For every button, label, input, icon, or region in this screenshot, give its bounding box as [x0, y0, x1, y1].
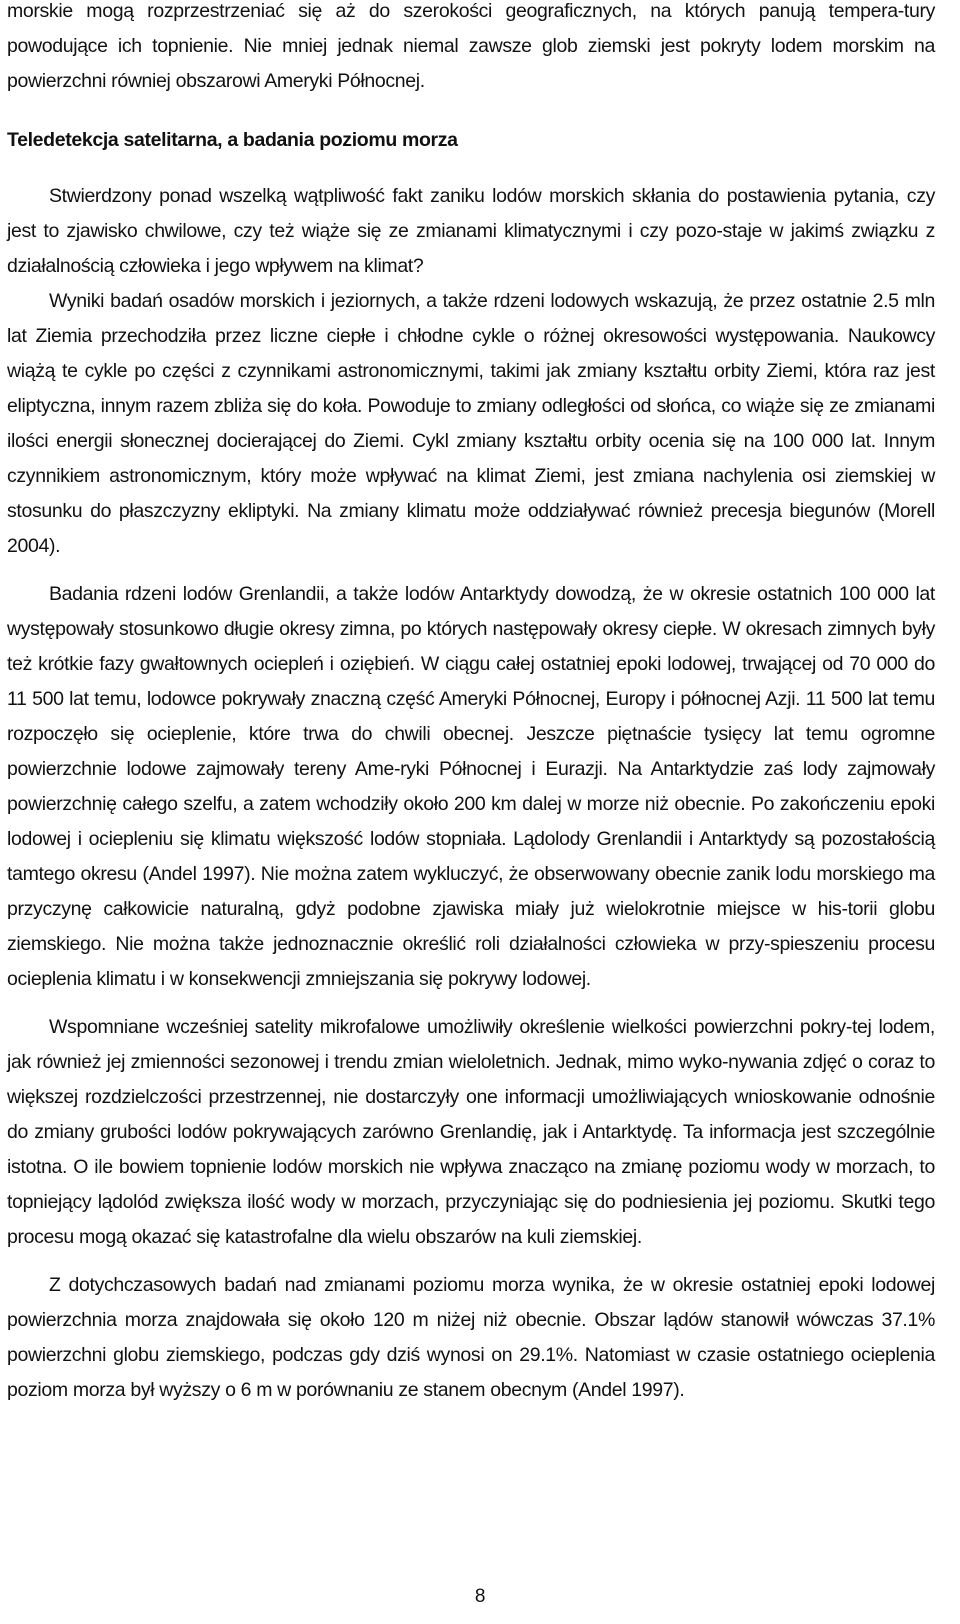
- paragraph-1: Stwierdzony ponad wszelką wątpliwość fakt zaniku lodów morskich skłania do postawienia pytania, czy jest to zjawisko chwilowe, czy też wiąże się ze zmianami klimatycznymi i czy pozo-staje w jakimś związku z działalnością człowieka i jego wpływem na klimat?: [7, 185, 935, 277]
- spacer: [7, 158, 935, 179]
- paragraph-2: Wyniki badań osadów morskich i jeziornych, a także rdzeni lodowych wskazują, że przez ostatnie 2.5 mln lat Ziemia przechodziła przez liczne ciepłe i chłodne cykle o różnej okresowości występowania. Naukowcy wiążą te cykle po części z czynnikami astronomicznymi, takimi jak zmiany kształtu orbity Ziemi, która raz jest eliptyczna, innym razem zbliża się do koła. Powoduje to zmiany odległości od słońca, co wiąże się ze zmianami ilości energii słonecznej docierającej do Ziemi. Cykl zmiany kształtu orbity ocenia się na 100 000 lat. Innym czynnikiem astronomicznym, który może wpływać na klimat Ziemi, jest zmiana nachylenia osi ziemskiej w stosunku do płaszczyzny ekliptyki. Na zmiany klimatu może oddziaływać również precesja biegunów (Morell 2004).: [7, 290, 935, 557]
- spacer: [7, 564, 935, 577]
- section-heading: Teledetekcja satelitarna, a badania poziomu morza: [7, 129, 458, 151]
- paragraph-4: Wspomniane wcześniej satelity mikrofalowe umożliwiły określenie wielkości powierzchni pokry-tej lodem, jak również jej zmienności sezonowej i trendu zmian wieloletnich. Jednak, mimo wyko-nywania zdjęć o coraz to większej rozdzielczości przestrzennej, nie dostarczyły one informacji umożliwiających wnioskowanie odnośnie do zmiany grubości lodów pokrywających zarówno Grenlandię, jak i Antarktydę. Ta informacja jest szczególnie istotna. O ile bowiem topnienie lodów morskich nie wpływa znacząco na zmianę poziomu wody w morzach, to topniejący lądolód zwiększa ilość wody w morzach, przyczyniając się do podniesienia jej poziomu. Skutki tego procesu mogą okazać się katastrofalne dla wielu obszarów na kuli ziemskiej.: [7, 1016, 935, 1248]
- spacer: [7, 997, 935, 1010]
- spacer: [7, 1255, 935, 1268]
- page-number: 8: [474, 1586, 486, 1607]
- document-page: [7, 0, 935, 1408]
- spacer: [7, 99, 935, 123]
- lead-paragraph: morskie mogą rozprzestrzeniać się aż do szerokości geograficznych, na których panują tempera-tury powodujące ich topnienie. Nie mniej jednak niemal zawsze glob ziemski jest pokryty lodem morskim na powierzchni równiej obszarowi Ameryki Północnej.: [7, 0, 935, 92]
- paragraph-5: Z dotychczasowych badań nad zmianami poziomu morza wynika, że w okresie ostatniej epoki lodowej powierzchnia morza znajdowała się około 120 m niżej niż obecnie. Obszar lądów stanowił wówczas 37.1% powierzchni globu ziemskiego, podczas gdy dziś wynosi on 29.1%. Natomiast w czasie ostatniego ocieplenia poziom morza był wyższy o 6 m w porównaniu ze stanem obecnym (Andel 1997).: [7, 1274, 935, 1401]
- paragraph-3: Badania rdzeni lodów Grenlandii, a także lodów Antarktydy dowodzą, że w okresie ostatnich 100 000 lat występowały stosunkowo długie okresy zimna, po których następowały okresy ciepłe. W okresach zimnych były też krótkie fazy gwałtownych ociepleń i oziębień. W ciągu całej ostatniej epoki lodowej, trwającej od 70 000 do 11 500 lat temu, lodowce pokrywały znaczną część Ameryki Północnej, Europy i północnej Azji. 11 500 lat temu rozpoczęło się ocieplenie, które trwa do chwili obecnej. Jeszcze piętnaście tysięcy lat temu ogromne powierzchnie lodowe zajmowały tereny Ame-ryki Północnej i Eurazji. Na Antarktydzie zaś lody zajmowały powierzchnię całego szelfu, a zatem wchodziły około 200 km dalej w morze niż obecnie. Po zakończeniu epoki lodowej i ociepleniu się klimatu większość lodów stopniała. Lądolody Grenlandii i Antarktydy są pozostałością tamtego okresu (Andel 1997). Nie można zatem wykluczyć, że obserwowany obecnie zanik lodu morskiego ma przyczynę całkowicie naturalną, gdyż podobne zjawiska miały już wielokrotnie miejsce w his-torii globu ziemskiego. Nie można także jednoznacznie określić roli działalności człowieka w przy-spieszeniu procesu ocieplenia klimatu i w konsekwencji zmniejszania się pokrywy lodowej.: [7, 583, 935, 990]
